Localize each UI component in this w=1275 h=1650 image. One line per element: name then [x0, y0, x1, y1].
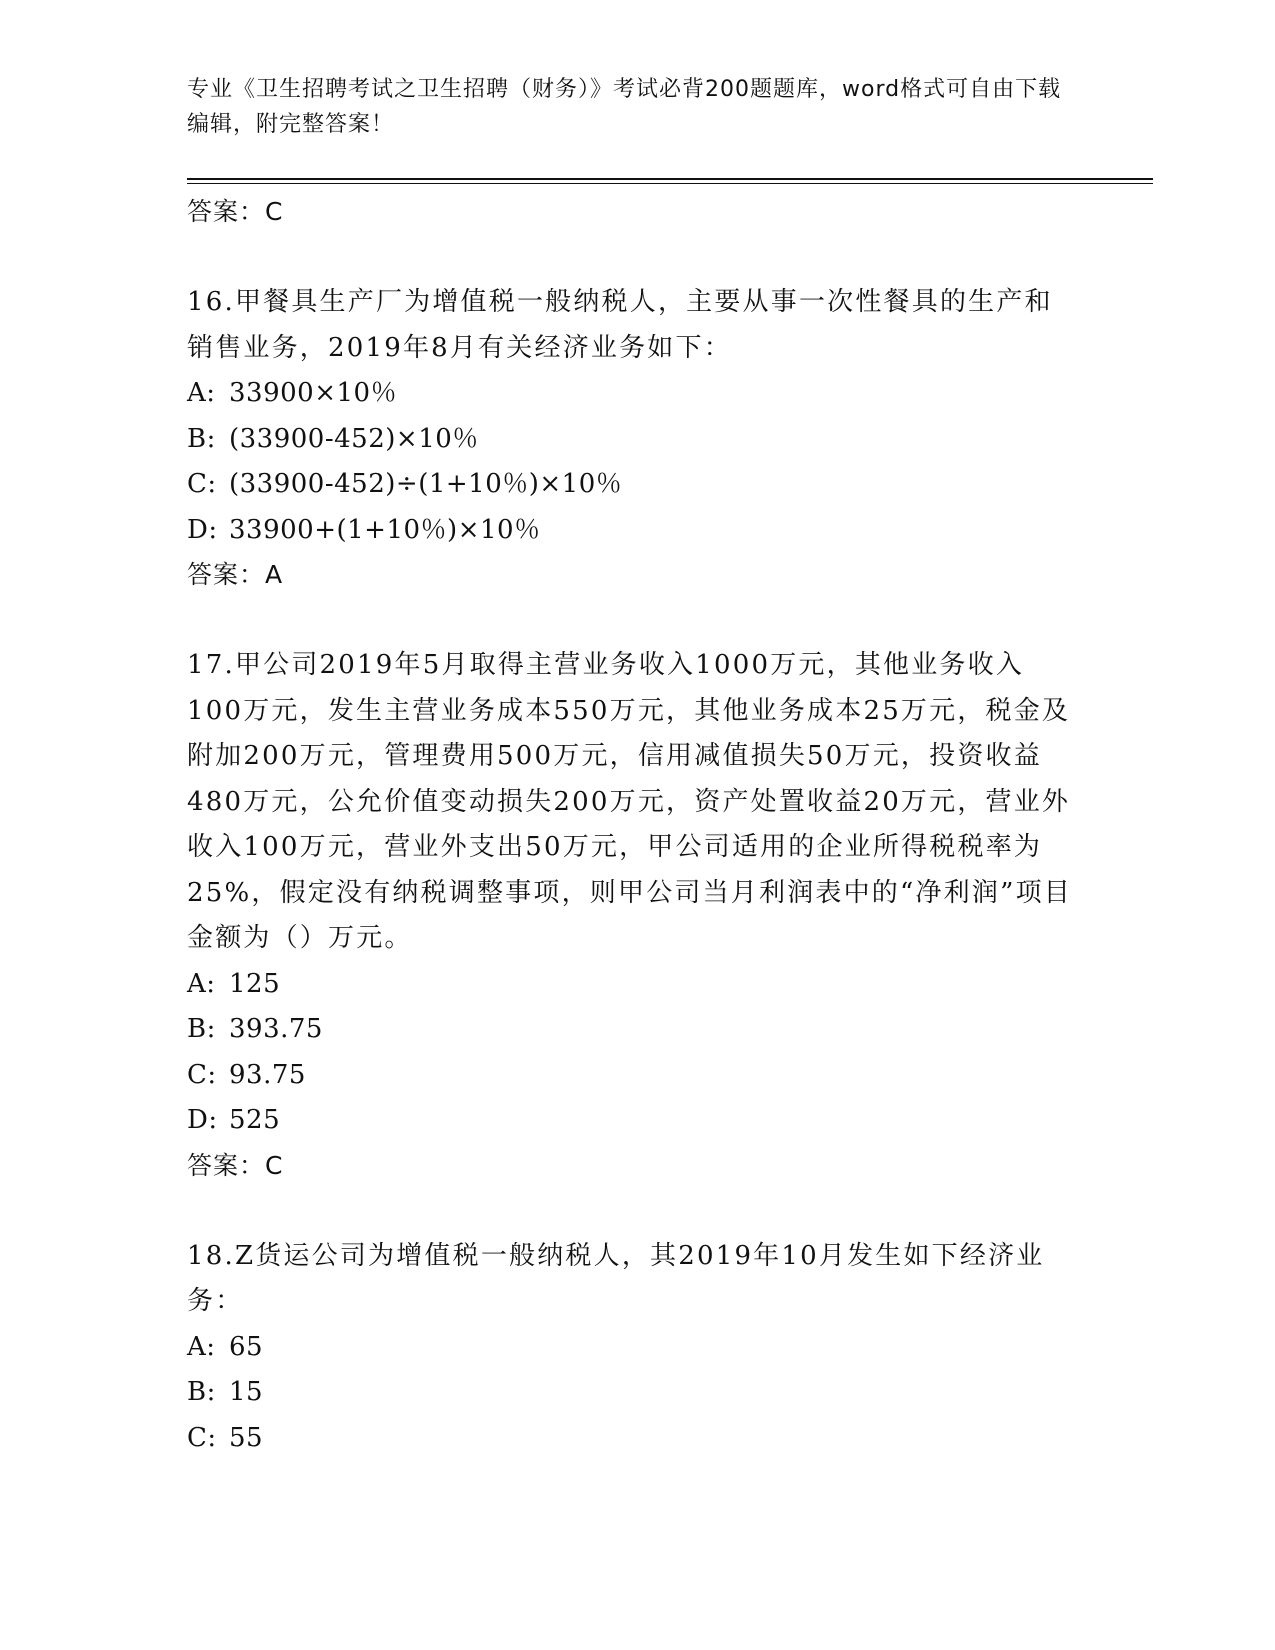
option-d — [187, 1098, 1087, 1144]
question-text: 16.甲餐具生产厂为增值税一般纳税人，主要从事一次性餐具的生产和销售业务，2019年8月有关经济业务如下： — [187, 287, 1053, 363]
option-value: 33900+(1+10％)×10％ — [229, 514, 541, 545]
option-label: D: — [187, 1105, 218, 1135]
option-label: A: — [187, 968, 216, 999]
option-value: 15 — [229, 1377, 264, 1407]
option-value: 525 — [229, 1105, 281, 1135]
option-label: B: — [187, 1377, 216, 1407]
option-label: A: — [187, 1331, 216, 1362]
option-a — [187, 1325, 1087, 1371]
question-list — [187, 190, 1087, 1461]
option-value: 393.75 — [229, 1014, 323, 1044]
question-text: 17.甲公司2019年5月取得主营业务收入1000万元，其他业务收入100万元，发生主营业务成本550万元，其他业务成本25万元，税金及附加200万元，管理费用500万元，信用减值损失50万元，投资收益480万元，公允价值变动损失200万元，资产处置收益20万元，营业外收入100万元，营业外支出50万元，甲公司适用的企业所得税税率为25%，假定没有纳税调整事项，则甲公司当月利润表中的“净利润”项目金额为（）万元。 — [187, 650, 1072, 953]
question-18 — [187, 1234, 1087, 1462]
option-label: A: — [187, 378, 216, 408]
option-label: D: — [187, 514, 218, 545]
header-divider-thin — [187, 183, 1153, 184]
option-c — [187, 1416, 1087, 1462]
option-value: (33900-452)×10％ — [229, 423, 479, 454]
option-label: B: — [187, 423, 216, 454]
option-label: B: — [187, 1014, 216, 1044]
option-value: 55 — [229, 1422, 264, 1453]
option-d — [187, 508, 1087, 554]
option-a — [187, 371, 1087, 417]
document-header: 专业《卫生招聘考试之卫生招聘（财务）》考试必背200题题库，word格式可自由下载编辑，附完整答案！ — [187, 77, 1062, 137]
option-label: C: — [187, 1059, 217, 1090]
question-17 — [187, 643, 1087, 1188]
option-value: 33900×10％ — [229, 378, 398, 408]
option-value: 65 — [229, 1331, 264, 1362]
option-b — [187, 1370, 1087, 1416]
option-c — [187, 462, 1087, 508]
header-divider-thick — [187, 178, 1153, 180]
answer-line: 答案：A — [187, 560, 284, 589]
option-label: C: — [187, 469, 217, 499]
question-16 — [187, 280, 1087, 597]
previous-answer: 答案：C — [187, 197, 284, 226]
option-value: 93.75 — [229, 1059, 306, 1090]
option-value: 125 — [229, 968, 281, 999]
option-b — [187, 1007, 1087, 1053]
option-label: C: — [187, 1422, 217, 1453]
option-c — [187, 1053, 1087, 1099]
question-text: 18.Z货运公司为增值税一般纳税人，其2019年10月发生如下经济业务： — [187, 1240, 1045, 1316]
option-a — [187, 962, 1087, 1008]
answer-line: 答案：C — [187, 1150, 284, 1180]
option-value: (33900-452)÷(1+10％)×10％ — [229, 469, 623, 499]
option-b — [187, 417, 1087, 463]
